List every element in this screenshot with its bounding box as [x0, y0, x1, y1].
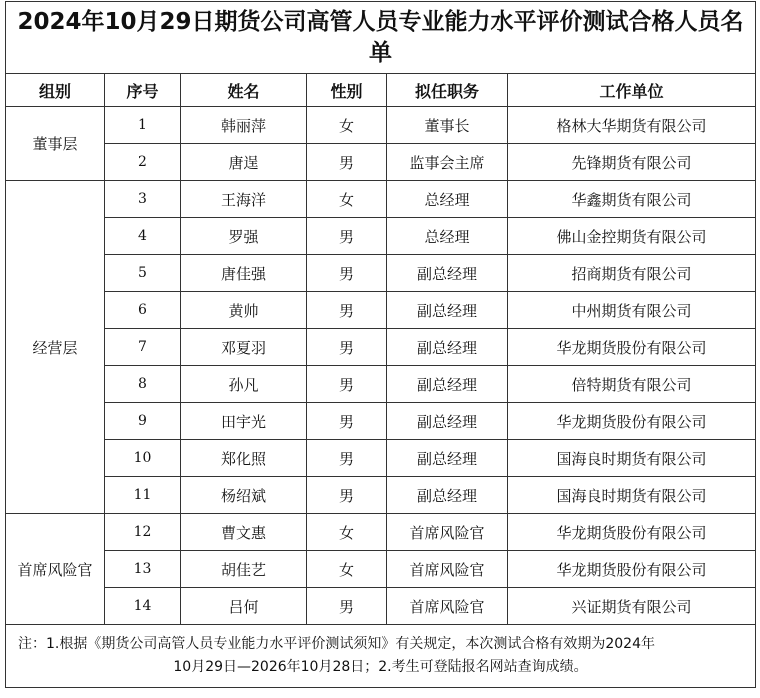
cell-name: 韩丽萍: [181, 107, 307, 144]
cell-company: 兴证期货有限公司: [508, 588, 756, 625]
cell-position: 首席风险官: [387, 514, 508, 551]
cell-number: 9: [105, 403, 181, 440]
footnote-line-2: 10月29日—2026年10月28日；2.考生可登陆报名网站查询成绩。: [173, 659, 588, 675]
cell-company: 华鑫期货有限公司: [508, 181, 756, 218]
cell-number: 6: [105, 292, 181, 329]
cell-position: 总经理: [387, 181, 508, 218]
cell-name: 杨绍斌: [181, 477, 307, 514]
cell-position: 副总经理: [387, 403, 508, 440]
cell-name: 吕何: [181, 588, 307, 625]
cell-company: 中州期货有限公司: [508, 292, 756, 329]
cell-position: 副总经理: [387, 440, 508, 477]
cell-name: 黄帅: [181, 292, 307, 329]
table-title: 2024年10月29日期货公司高管人员专业能力水平评价测试合格人员名单: [6, 2, 756, 74]
cell-position: 副总经理: [387, 329, 508, 366]
cell-gender: 男: [307, 144, 387, 181]
table-row: [6, 255, 756, 292]
header-gender: 性别: [307, 74, 387, 107]
cell-company: 国海良时期货有限公司: [508, 477, 756, 514]
cell-number: 10: [105, 440, 181, 477]
cell-company: 华龙期货股份有限公司: [508, 551, 756, 588]
result-document: [5, 1, 755, 688]
cell-group: 董事层: [6, 107, 105, 181]
footnote-line-1: 注：1.根据《期货公司高管人员专业能力水平评价测试须知》有关规定，本次测试合格有效期为2024年: [18, 636, 655, 652]
cell-gender: 男: [307, 588, 387, 625]
cell-number: 5: [105, 255, 181, 292]
cell-position: 监事会主席: [387, 144, 508, 181]
table-row: [6, 403, 756, 440]
cell-name: 曹文惠: [181, 514, 307, 551]
cell-number: 2: [105, 144, 181, 181]
cell-position: 董事长: [387, 107, 508, 144]
cell-position: 副总经理: [387, 366, 508, 403]
cell-company: 华龙期货股份有限公司: [508, 329, 756, 366]
cell-name: 王海洋: [181, 181, 307, 218]
cell-gender: 女: [307, 514, 387, 551]
cell-name: 唐佳强: [181, 255, 307, 292]
cell-number: 4: [105, 218, 181, 255]
cell-company: 国海良时期货有限公司: [508, 440, 756, 477]
cell-number: 8: [105, 366, 181, 403]
cell-position: 首席风险官: [387, 588, 508, 625]
header-position: 拟任职务: [387, 74, 508, 107]
cell-gender: 男: [307, 440, 387, 477]
cell-position: 总经理: [387, 218, 508, 255]
cell-gender: 男: [307, 366, 387, 403]
cell-company: 佛山金控期货有限公司: [508, 218, 756, 255]
table-body: [6, 107, 756, 625]
cell-number: 3: [105, 181, 181, 218]
table-row: [6, 588, 756, 625]
cell-number: 11: [105, 477, 181, 514]
cell-name: 胡佳艺: [181, 551, 307, 588]
cell-group: 首席风险官: [6, 514, 105, 625]
cell-name: 孙凡: [181, 366, 307, 403]
cell-name: 罗强: [181, 218, 307, 255]
qualified-personnel-table: [5, 1, 756, 688]
table-row: [6, 292, 756, 329]
table-row: [6, 477, 756, 514]
cell-company: 招商期货有限公司: [508, 255, 756, 292]
cell-gender: 女: [307, 181, 387, 218]
header-name: 姓名: [181, 74, 307, 107]
cell-position: 副总经理: [387, 255, 508, 292]
cell-position: 首席风险官: [387, 551, 508, 588]
cell-company: 格林大华期货有限公司: [508, 107, 756, 144]
header-group: 组别: [6, 74, 105, 107]
cell-number: 13: [105, 551, 181, 588]
cell-gender: 女: [307, 107, 387, 144]
table-row: [6, 514, 756, 551]
cell-name: 田宇光: [181, 403, 307, 440]
cell-gender: 男: [307, 292, 387, 329]
cell-company: 华龙期货股份有限公司: [508, 403, 756, 440]
table-row: [6, 144, 756, 181]
table-row: [6, 181, 756, 218]
table-row: [6, 329, 756, 366]
cell-gender: 男: [307, 329, 387, 366]
cell-company: 倍特期货有限公司: [508, 366, 756, 403]
cell-name: 邓夏羽: [181, 329, 307, 366]
table-row: [6, 551, 756, 588]
cell-position: 副总经理: [387, 477, 508, 514]
footnote: [6, 625, 756, 688]
cell-number: 12: [105, 514, 181, 551]
cell-number: 14: [105, 588, 181, 625]
header-number: 序号: [105, 74, 181, 107]
cell-gender: 女: [307, 551, 387, 588]
cell-gender: 男: [307, 255, 387, 292]
cell-number: 1: [105, 107, 181, 144]
table-row: [6, 218, 756, 255]
cell-gender: 男: [307, 218, 387, 255]
cell-company: 先锋期货有限公司: [508, 144, 756, 181]
cell-group: 经营层: [6, 181, 105, 514]
cell-company: 华龙期货股份有限公司: [508, 514, 756, 551]
cell-position: 副总经理: [387, 292, 508, 329]
cell-gender: 男: [307, 403, 387, 440]
cell-name: 郑化照: [181, 440, 307, 477]
header-row: [6, 74, 756, 107]
table-row: [6, 440, 756, 477]
table-row: [6, 366, 756, 403]
header-company: 工作单位: [508, 74, 756, 107]
table-row: [6, 107, 756, 144]
cell-gender: 男: [307, 477, 387, 514]
cell-name: 唐逞: [181, 144, 307, 181]
cell-number: 7: [105, 329, 181, 366]
